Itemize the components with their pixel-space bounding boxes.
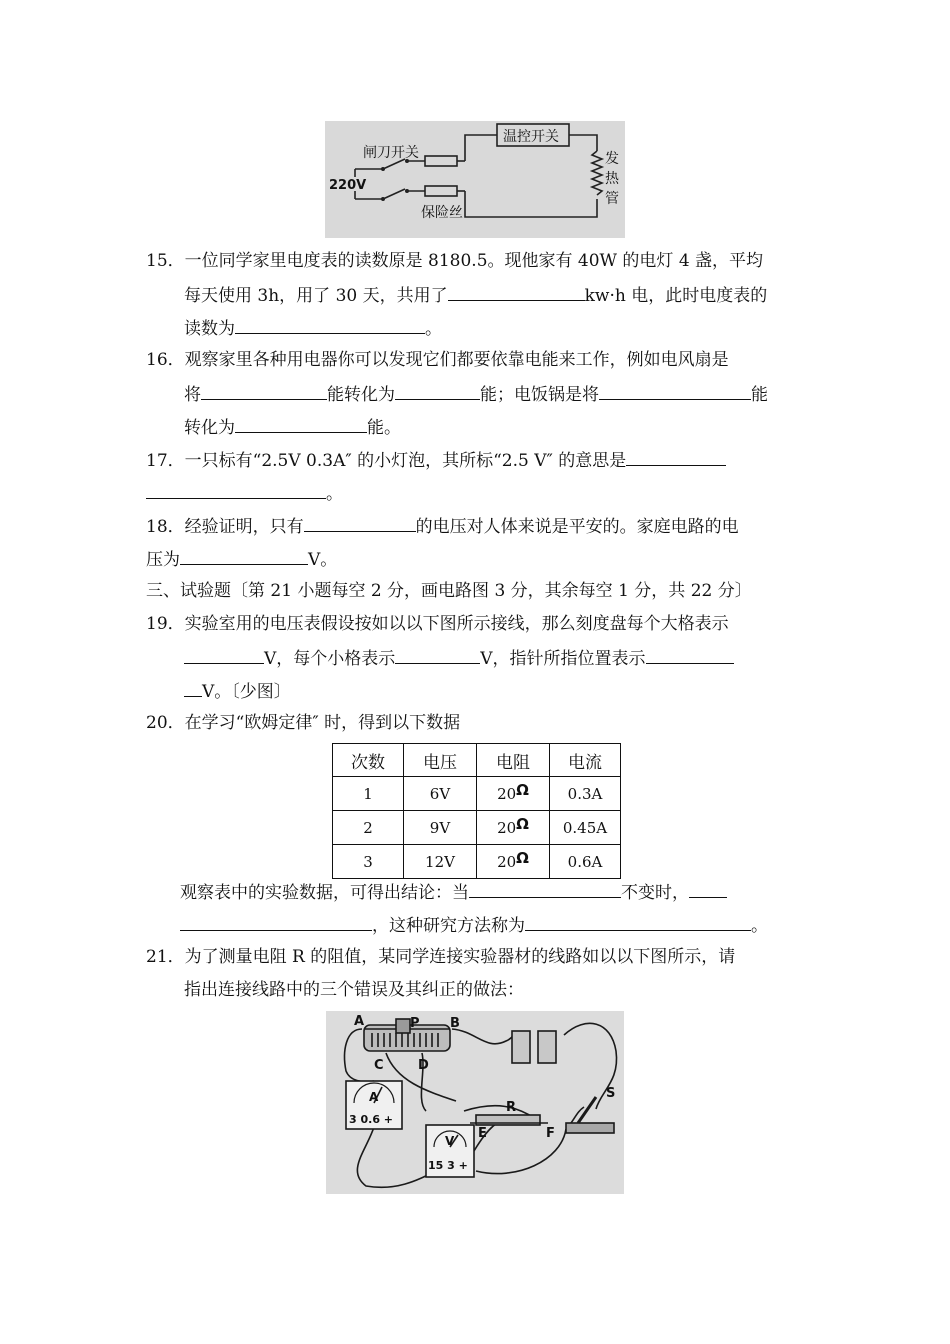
ammeter-scale: 3 0.6 +: [349, 1113, 394, 1126]
knife-switch-blade-2: [383, 189, 405, 199]
q16-blank-3[interactable]: [599, 381, 751, 400]
q16-line-2: 将 能转化为 能；电饭锅是将 能: [184, 381, 768, 407]
point-f-label: F: [546, 1126, 555, 1141]
voltage-label: 220V: [329, 178, 367, 193]
q21-line-2: 指出连接线路中的三个错误及其纠正的做法：: [184, 980, 524, 1000]
q15-line-3: 读数为 。: [184, 315, 442, 341]
table-cell: 20Ω: [477, 777, 550, 811]
q16-line-3: 转化为 能。: [184, 414, 401, 440]
switch-base: [566, 1123, 614, 1133]
table-cell: 20Ω: [477, 845, 550, 879]
q17-line-1: 17．一只标有“2.5V 0.3A″ 的小灯泡，其所标“2.5 V″ 的意思是: [146, 447, 726, 473]
heater-label-3: 管: [605, 191, 619, 207]
knife-switch-label: 闸刀开关: [363, 145, 419, 161]
point-c-label: C: [374, 1058, 384, 1073]
q15-blank-kwh[interactable]: [448, 282, 585, 301]
switch-s-label: S: [606, 1086, 616, 1101]
q20-blank-2[interactable]: [689, 879, 727, 898]
point-b-label: B: [450, 1016, 460, 1031]
q16-blank-1[interactable]: [201, 381, 327, 400]
q15-line-1: 15．一位同学家里电度表的读数原是 8180.5。现他家有 40W 的电灯 4 盏，平均: [146, 251, 764, 271]
ohm-symbol: Ω: [516, 814, 529, 833]
table-row: [333, 845, 621, 879]
battery-1: [512, 1031, 530, 1063]
q17-blank-2[interactable]: [146, 480, 326, 499]
voltmeter-scale: 15 3 +: [428, 1159, 468, 1172]
table-cell: 3: [333, 845, 404, 879]
q17-line-2: 。: [146, 480, 343, 506]
fuse-label: 保险丝: [421, 205, 463, 221]
q17-blank-1[interactable]: [626, 447, 726, 466]
q19-line-1: 19．实验室用的电压表假设按如以以下图所示接线，那么刻度盘每个大格表示: [146, 614, 729, 634]
q21-line-1: 21．为了测量电阻 R 的阻值，某同学连接实验器材的线路如以以下图所示，请: [146, 947, 736, 967]
ammeter-symbol: A: [369, 1090, 379, 1104]
resistor-r-label: R: [506, 1100, 517, 1115]
table-header: 次数: [333, 744, 404, 777]
q19-line-3: V。〔少图〕: [184, 678, 291, 704]
q18-line-2: 压为 V。: [146, 546, 337, 572]
q20-line-1: 20．在学习“欧姆定律″ 时，得到以下数据: [146, 713, 461, 733]
table-cell: 12V: [404, 845, 477, 879]
q20-blank-2-cont[interactable]: [180, 912, 372, 931]
ohm-symbol: Ω: [516, 780, 529, 799]
q20-conclusion-1: 观察表中的实验数据，可得出结论：当 不变时，: [180, 879, 727, 905]
q18-blank-1[interactable]: [304, 513, 416, 532]
q20-blank-3[interactable]: [525, 912, 751, 931]
q18-blank-2[interactable]: [180, 546, 308, 565]
table-cell: 1: [333, 777, 404, 811]
ohm-symbol: Ω: [516, 848, 529, 867]
table-row: [333, 777, 621, 811]
slider-p-label: P: [410, 1016, 420, 1031]
table-header: 电阻: [477, 744, 550, 777]
q16-line-1: 16．观察家里各种用电器你可以发现它们都要依靠电能来工作，例如电风扇是: [146, 350, 729, 370]
battery-2: [538, 1031, 556, 1063]
q20-blank-1[interactable]: [469, 879, 621, 898]
q19-blank-3[interactable]: [646, 645, 734, 664]
q19-blank-2[interactable]: [395, 645, 480, 664]
q16-blank-4[interactable]: [235, 414, 367, 433]
q19-blank-3-cont[interactable]: [184, 678, 202, 697]
fuse-lower: [425, 186, 457, 196]
table-cell: 0.45A: [550, 811, 621, 845]
table-cell: 2: [333, 811, 404, 845]
heater-coil: [592, 151, 602, 195]
q19-line-2: V，每个小格表示 V，指针所指位置表示: [184, 645, 734, 671]
heater-label-1: 发: [605, 151, 619, 167]
q15-blank-reading[interactable]: [235, 315, 425, 334]
rheostat-slider: [396, 1019, 410, 1033]
table-header: 电压: [404, 744, 477, 777]
heater-circuit-figure: [325, 121, 625, 238]
voltmeter-symbol: V: [445, 1134, 455, 1148]
point-e-label: E: [478, 1126, 487, 1141]
measurement-circuit-figure: [326, 1011, 624, 1194]
heater-label-2: 热: [605, 171, 619, 187]
point-a-label: A: [354, 1014, 365, 1029]
table-row: [333, 811, 621, 845]
point-d-label: D: [418, 1058, 429, 1073]
table-header-row: [333, 744, 621, 777]
temp-switch-label: 温控开关: [503, 129, 559, 145]
q18-line-1: 18．经验证明，只有 的电压对人体来说是平安的。家庭电路的电: [146, 513, 739, 539]
q20-conclusion-2: ，这种研究方法称为 。: [180, 912, 768, 938]
table-cell: 20Ω: [477, 811, 550, 845]
ohms-law-data-table: [332, 743, 621, 879]
table-cell: 9V: [404, 811, 477, 845]
table-cell: 6V: [404, 777, 477, 811]
table-header: 电流: [550, 744, 621, 777]
table-cell: 0.6A: [550, 845, 621, 879]
q15-line-2: 每天使用 3h，用了 30 天，共用了 kw·h 电，此时电度表的: [184, 282, 767, 308]
q19-blank-1[interactable]: [184, 645, 264, 664]
table-cell: 0.3A: [550, 777, 621, 811]
section-3-heading: 三、试验题〔第 21 小题每空 2 分，画电路图 3 分，其余每空 1 分，共 22 分〕: [146, 581, 752, 601]
q16-blank-2[interactable]: [395, 381, 480, 400]
fuse-upper: [425, 156, 457, 166]
